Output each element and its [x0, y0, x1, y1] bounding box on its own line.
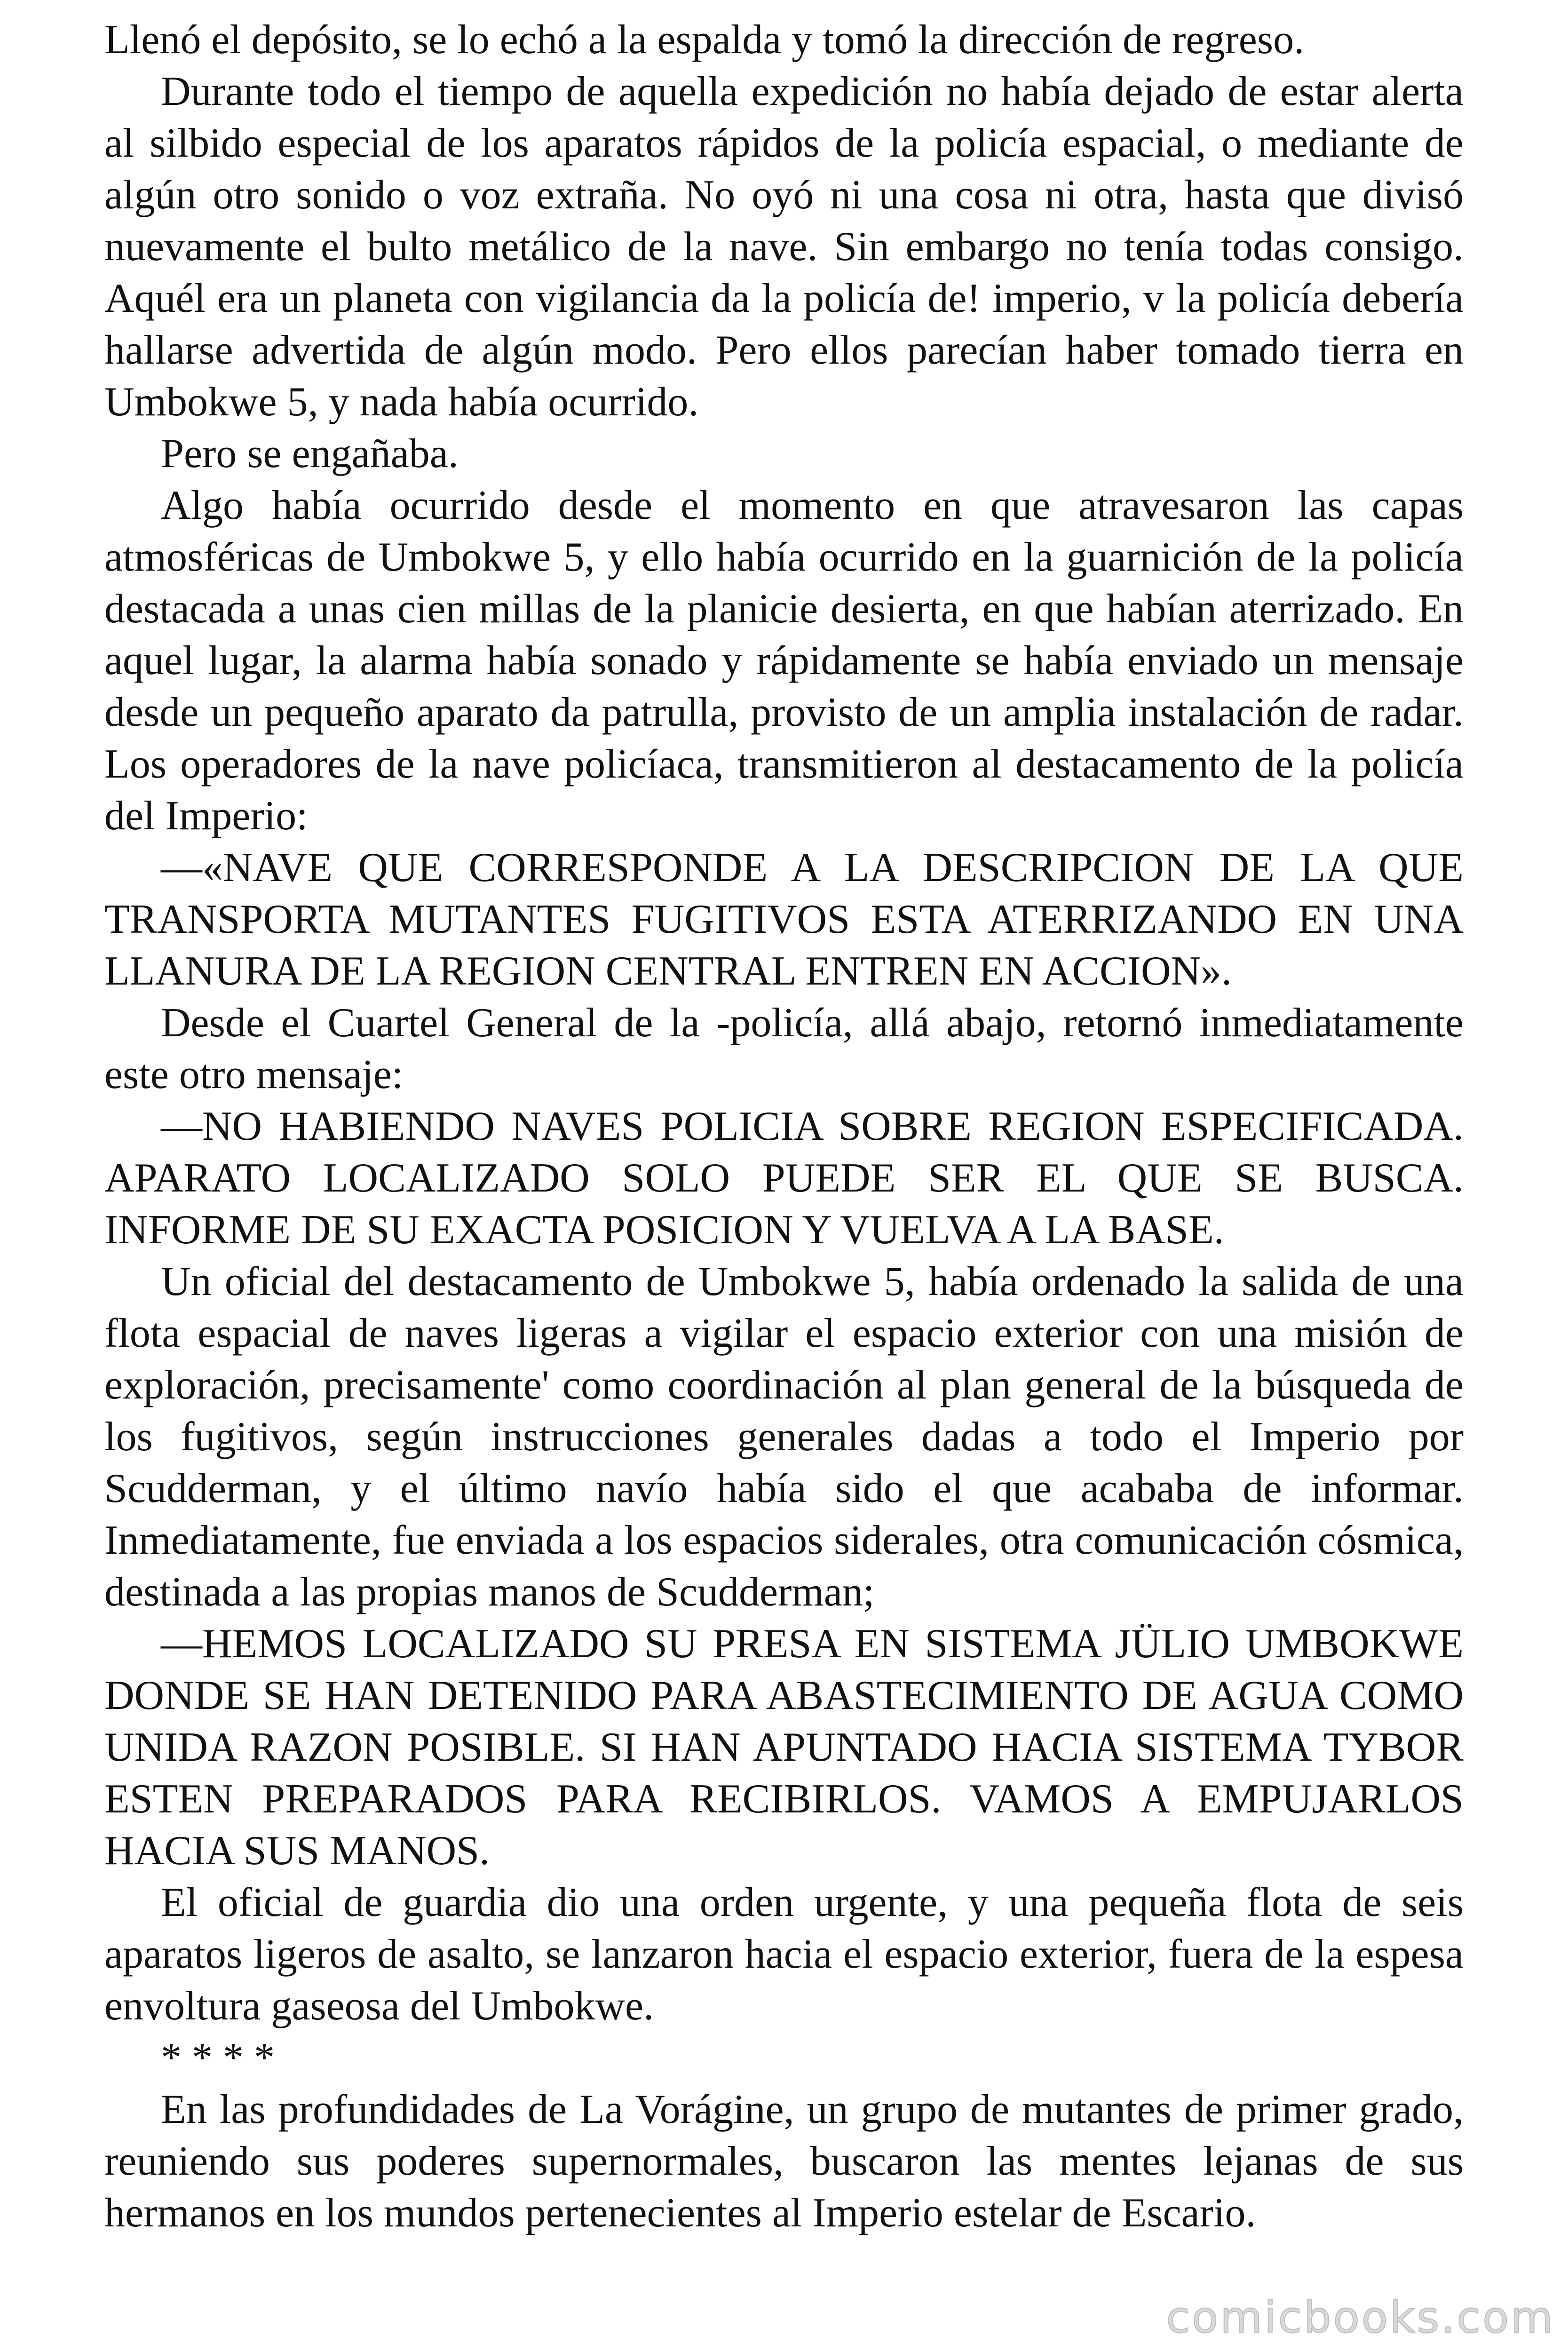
paragraph: Llenó el depósito, se lo echó a la espalda y tomó la dirección de regreso. [104, 17, 1305, 63]
watermark: comicbooks.com [1166, 2292, 1555, 2343]
paragraph: Pero se engañaba. [161, 431, 459, 477]
paragraph: El oficial de guardia dio una orden urgente, y una pequeña flota de seis aparatos ligeros de asalto, se lanzaron hacia el espacio exterior, fuera de la espesa envoltura gaseosa del Umbokwe. [104, 1880, 1464, 2029]
paragraph: —HEMOS LOCALIZADO SU PRESA EN SISTEMA JÜLIO UMBOKWE DONDE SE HAN DETENIDO PARA ABASTECIMIENTO DE AGUA COMO UNIDA RAZON POSIBLE. SI HAN APUNTADO HACIA SISTEMA TYBOR ESTEN PREPARADOS PARA RECIBIRLOS. VAMOS A EMPUJARLOS HACIA SUS MANOS. [104, 1621, 1464, 1874]
paragraph: Un oficial del destacamento de Umbokwe 5, había ordenado la salida de una flota espacial de naves ligeras a vigilar el espacio exterior con una misión de exploración, precisamente' como coordinación al plan general de la búsqueda de los fugitivos, según instrucciones generales dadas a todo el Imperio por Scudderman, y el último navío había sido el que acababa de informar. Inmediatamente, fue enviada a los espacios siderales, otra comunicación cósmica, destinada a las propias manos de Scudderman; [104, 1259, 1464, 1615]
paragraph: —NO HABIENDO NAVES POLICIA SOBRE REGION ESPECIFICADA. APARATO LOCALIZADO SOLO PUEDE SER EL QUE SE BUSCA. INFORME DE SU EXACTA POSICION Y VUELVA A LA BASE. [104, 1104, 1464, 1253]
paragraph: Desde el Cuartel General de la -policía, allá abajo, retornó inmediatamente este otro mensaje: [104, 1000, 1464, 1097]
paragraph: Durante todo el tiempo de aquella expedición no había dejado de estar alerta al silbido especial de los aparatos rápidos de la policía espacial, o mediante de algún otro sonido o voz extraña. No oyó ni una cosa ni otra, hasta que divisó nuevamente el bulto metálico de la nave. Sin embargo no tenía todas consigo. Aquél era un planeta con vigilancia da la policía de! imperio, v la policía debería hallarse advertida de algún modo. Pero ellos parecían haber tomado tierra en Umbokwe 5, y nada había ocurrido. [104, 69, 1464, 425]
paragraph: En las profundidades de La Vorágine, un grupo de mutantes de primer grado, reuniendo sus poderes supernormales, buscaron las mentes lejanas de sus hermanos en los mundos pertenecientes al Imperio estelar de Escario. [104, 2087, 1464, 2236]
paragraph: Algo había ocurrido desde el momento en que atravesaron las capas atmosféricas de Umbokwe 5, y ello había ocurrido en la guarnición de la policía destacada a unas cien millas de la planicie desierta, en que habían aterrizado. En aquel lugar, la alarma había sonado y rápidamente se había enviado un mensaje desde un pequeño aparato da patrulla, provisto de un amplia instalación de radar. Los operadores de la nave policíaca, transmitieron al destacamento de la policía del Imperio: [104, 483, 1464, 839]
paragraph: —«NAVE QUE CORRESPONDE A LA DESCRIPCION DE LA QUE TRANSPORTA MUTANTES FUGITIVOS ESTA ATERRIZANDO EN UNA LLANURA DE LA REGION CENTRAL ENTREN EN ACCION». [104, 845, 1464, 994]
document-body [104, 14, 1464, 2239]
section-break: * * * * [161, 2035, 275, 2081]
